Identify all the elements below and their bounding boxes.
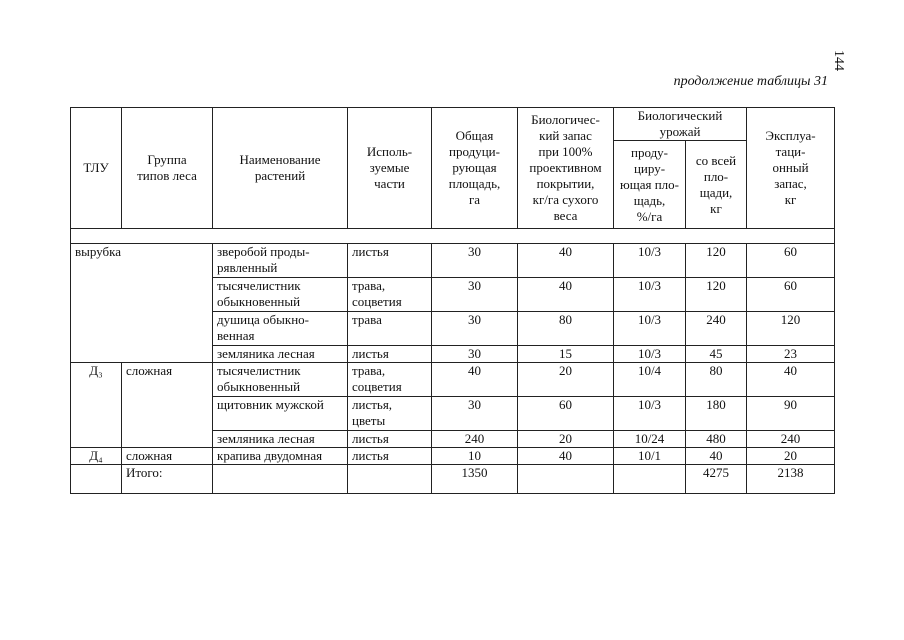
cell-whole-area: 480 bbox=[686, 431, 747, 448]
header-total-area: Общая продуци- рующая площадь, га bbox=[432, 108, 518, 229]
header-used-parts: Исполь- зуемые части bbox=[348, 108, 432, 229]
cell-producing-area: 10/3 bbox=[614, 397, 686, 431]
cell-used-parts: листья bbox=[348, 244, 432, 278]
cell-producing-area: 10/3 bbox=[614, 244, 686, 278]
cell-total-area: 30 bbox=[432, 397, 518, 431]
cell-plant-name: земляника лесная bbox=[213, 431, 348, 448]
cell-whole-area: 80 bbox=[686, 363, 747, 397]
cell-used-parts: листья bbox=[348, 448, 432, 465]
cell-total-area: 30 bbox=[432, 312, 518, 346]
cell-forest-group: сложная bbox=[122, 363, 213, 448]
cell-total-area: 240 bbox=[432, 431, 518, 448]
cell-bio-stock: 60 bbox=[518, 397, 614, 431]
page-number: 144 bbox=[831, 50, 846, 71]
cell-used-parts: листья bbox=[348, 346, 432, 363]
total-label: Итого: bbox=[122, 465, 213, 494]
cell-plant-name: щитовник мужской bbox=[213, 397, 348, 431]
cell-tlu: Д₄ bbox=[71, 448, 122, 465]
total-row bbox=[71, 465, 835, 494]
cell-producing-area: 10/24 bbox=[614, 431, 686, 448]
header-tlu: ТЛУ bbox=[71, 108, 122, 229]
cell-empty bbox=[518, 465, 614, 494]
table-row bbox=[71, 363, 835, 397]
cell-plant-name: душица обыкно- венная bbox=[213, 312, 348, 346]
plant-resources-table bbox=[70, 107, 835, 494]
cell-total-area: 10 bbox=[432, 448, 518, 465]
cell-exploitable-stock: 20 bbox=[747, 448, 835, 465]
cell-tlu: Д₃ bbox=[71, 363, 122, 448]
cell-exploitable-stock: 40 bbox=[747, 363, 835, 397]
header-exploitable-stock: Эксплуа- таци- онный запас, кг bbox=[747, 108, 835, 229]
cell-empty bbox=[348, 465, 432, 494]
cell-whole-area: 40 bbox=[686, 448, 747, 465]
header-plant-name: Наименование растений bbox=[213, 108, 348, 229]
cell-used-parts: трава, соцветия bbox=[348, 278, 432, 312]
cell-plant-name: зверобой проды- рявленный bbox=[213, 244, 348, 278]
cell-tlu: вырубка bbox=[71, 244, 213, 363]
table-row bbox=[71, 244, 835, 278]
cell-forest-group: сложная bbox=[122, 448, 213, 465]
cell-total-area: 30 bbox=[432, 244, 518, 278]
cell-exploitable-stock: 90 bbox=[747, 397, 835, 431]
cell-total-area: 40 bbox=[432, 363, 518, 397]
cell-empty bbox=[71, 465, 122, 494]
cell-total-area: 30 bbox=[432, 278, 518, 312]
cell-exploitable-stock: 60 bbox=[747, 278, 835, 312]
cell-exploitable-stock: 60 bbox=[747, 244, 835, 278]
header-bio-stock: Биологичес- кий запас при 100% проективном покрытии, кг/га сухого веса bbox=[518, 108, 614, 229]
header-producing-area: проду- циру- ющая пло- щадь, %/га bbox=[614, 141, 686, 229]
cell-producing-area: 10/3 bbox=[614, 312, 686, 346]
cell-bio-stock: 40 bbox=[518, 244, 614, 278]
cell-empty bbox=[213, 465, 348, 494]
header-bio-yield: Биологический урожай bbox=[614, 108, 747, 141]
cell-used-parts: трава bbox=[348, 312, 432, 346]
cell-bio-stock: 40 bbox=[518, 278, 614, 312]
header-forest-group: Группа типов леса bbox=[122, 108, 213, 229]
header-whole-area: со всей пло- щади, кг bbox=[686, 141, 747, 229]
cell-bio-stock: 40 bbox=[518, 448, 614, 465]
cell-whole-area: 45 bbox=[686, 346, 747, 363]
cell-bio-stock: 15 bbox=[518, 346, 614, 363]
cell-whole-area: 240 bbox=[686, 312, 747, 346]
cell-used-parts: листья bbox=[348, 431, 432, 448]
cell-whole-area: 180 bbox=[686, 397, 747, 431]
cell-used-parts: листья, цветы bbox=[348, 397, 432, 431]
cell-producing-area: 10/4 bbox=[614, 363, 686, 397]
cell-whole-area: 120 bbox=[686, 244, 747, 278]
cell-empty bbox=[614, 465, 686, 494]
cell-plant-name: крапива двудомная bbox=[213, 448, 348, 465]
spacer-row bbox=[71, 229, 835, 244]
cell-producing-area: 10/3 bbox=[614, 278, 686, 312]
cell-total-area: 30 bbox=[432, 346, 518, 363]
cell-bio-stock: 80 bbox=[518, 312, 614, 346]
table-continuation-label: продолжение таблицы 31 bbox=[673, 74, 828, 89]
cell-exploitable-stock: 240 bbox=[747, 431, 835, 448]
cell-exploitable-stock: 23 bbox=[747, 346, 835, 363]
total-whole-area: 4275 bbox=[686, 465, 747, 494]
cell-exploitable-stock: 120 bbox=[747, 312, 835, 346]
cell-whole-area: 120 bbox=[686, 278, 747, 312]
table-row bbox=[71, 448, 835, 465]
cell-bio-stock: 20 bbox=[518, 431, 614, 448]
total-exploitable-stock: 2138 bbox=[747, 465, 835, 494]
cell-used-parts: трава, соцветия bbox=[348, 363, 432, 397]
cell-producing-area: 10/3 bbox=[614, 346, 686, 363]
cell-plant-name: земляника лесная bbox=[213, 346, 348, 363]
cell-bio-stock: 20 bbox=[518, 363, 614, 397]
cell-plant-name: тысячелистник обыкновенный bbox=[213, 278, 348, 312]
cell-producing-area: 10/1 bbox=[614, 448, 686, 465]
total-area: 1350 bbox=[432, 465, 518, 494]
cell-plant-name: тысячелистник обыкновенный bbox=[213, 363, 348, 397]
